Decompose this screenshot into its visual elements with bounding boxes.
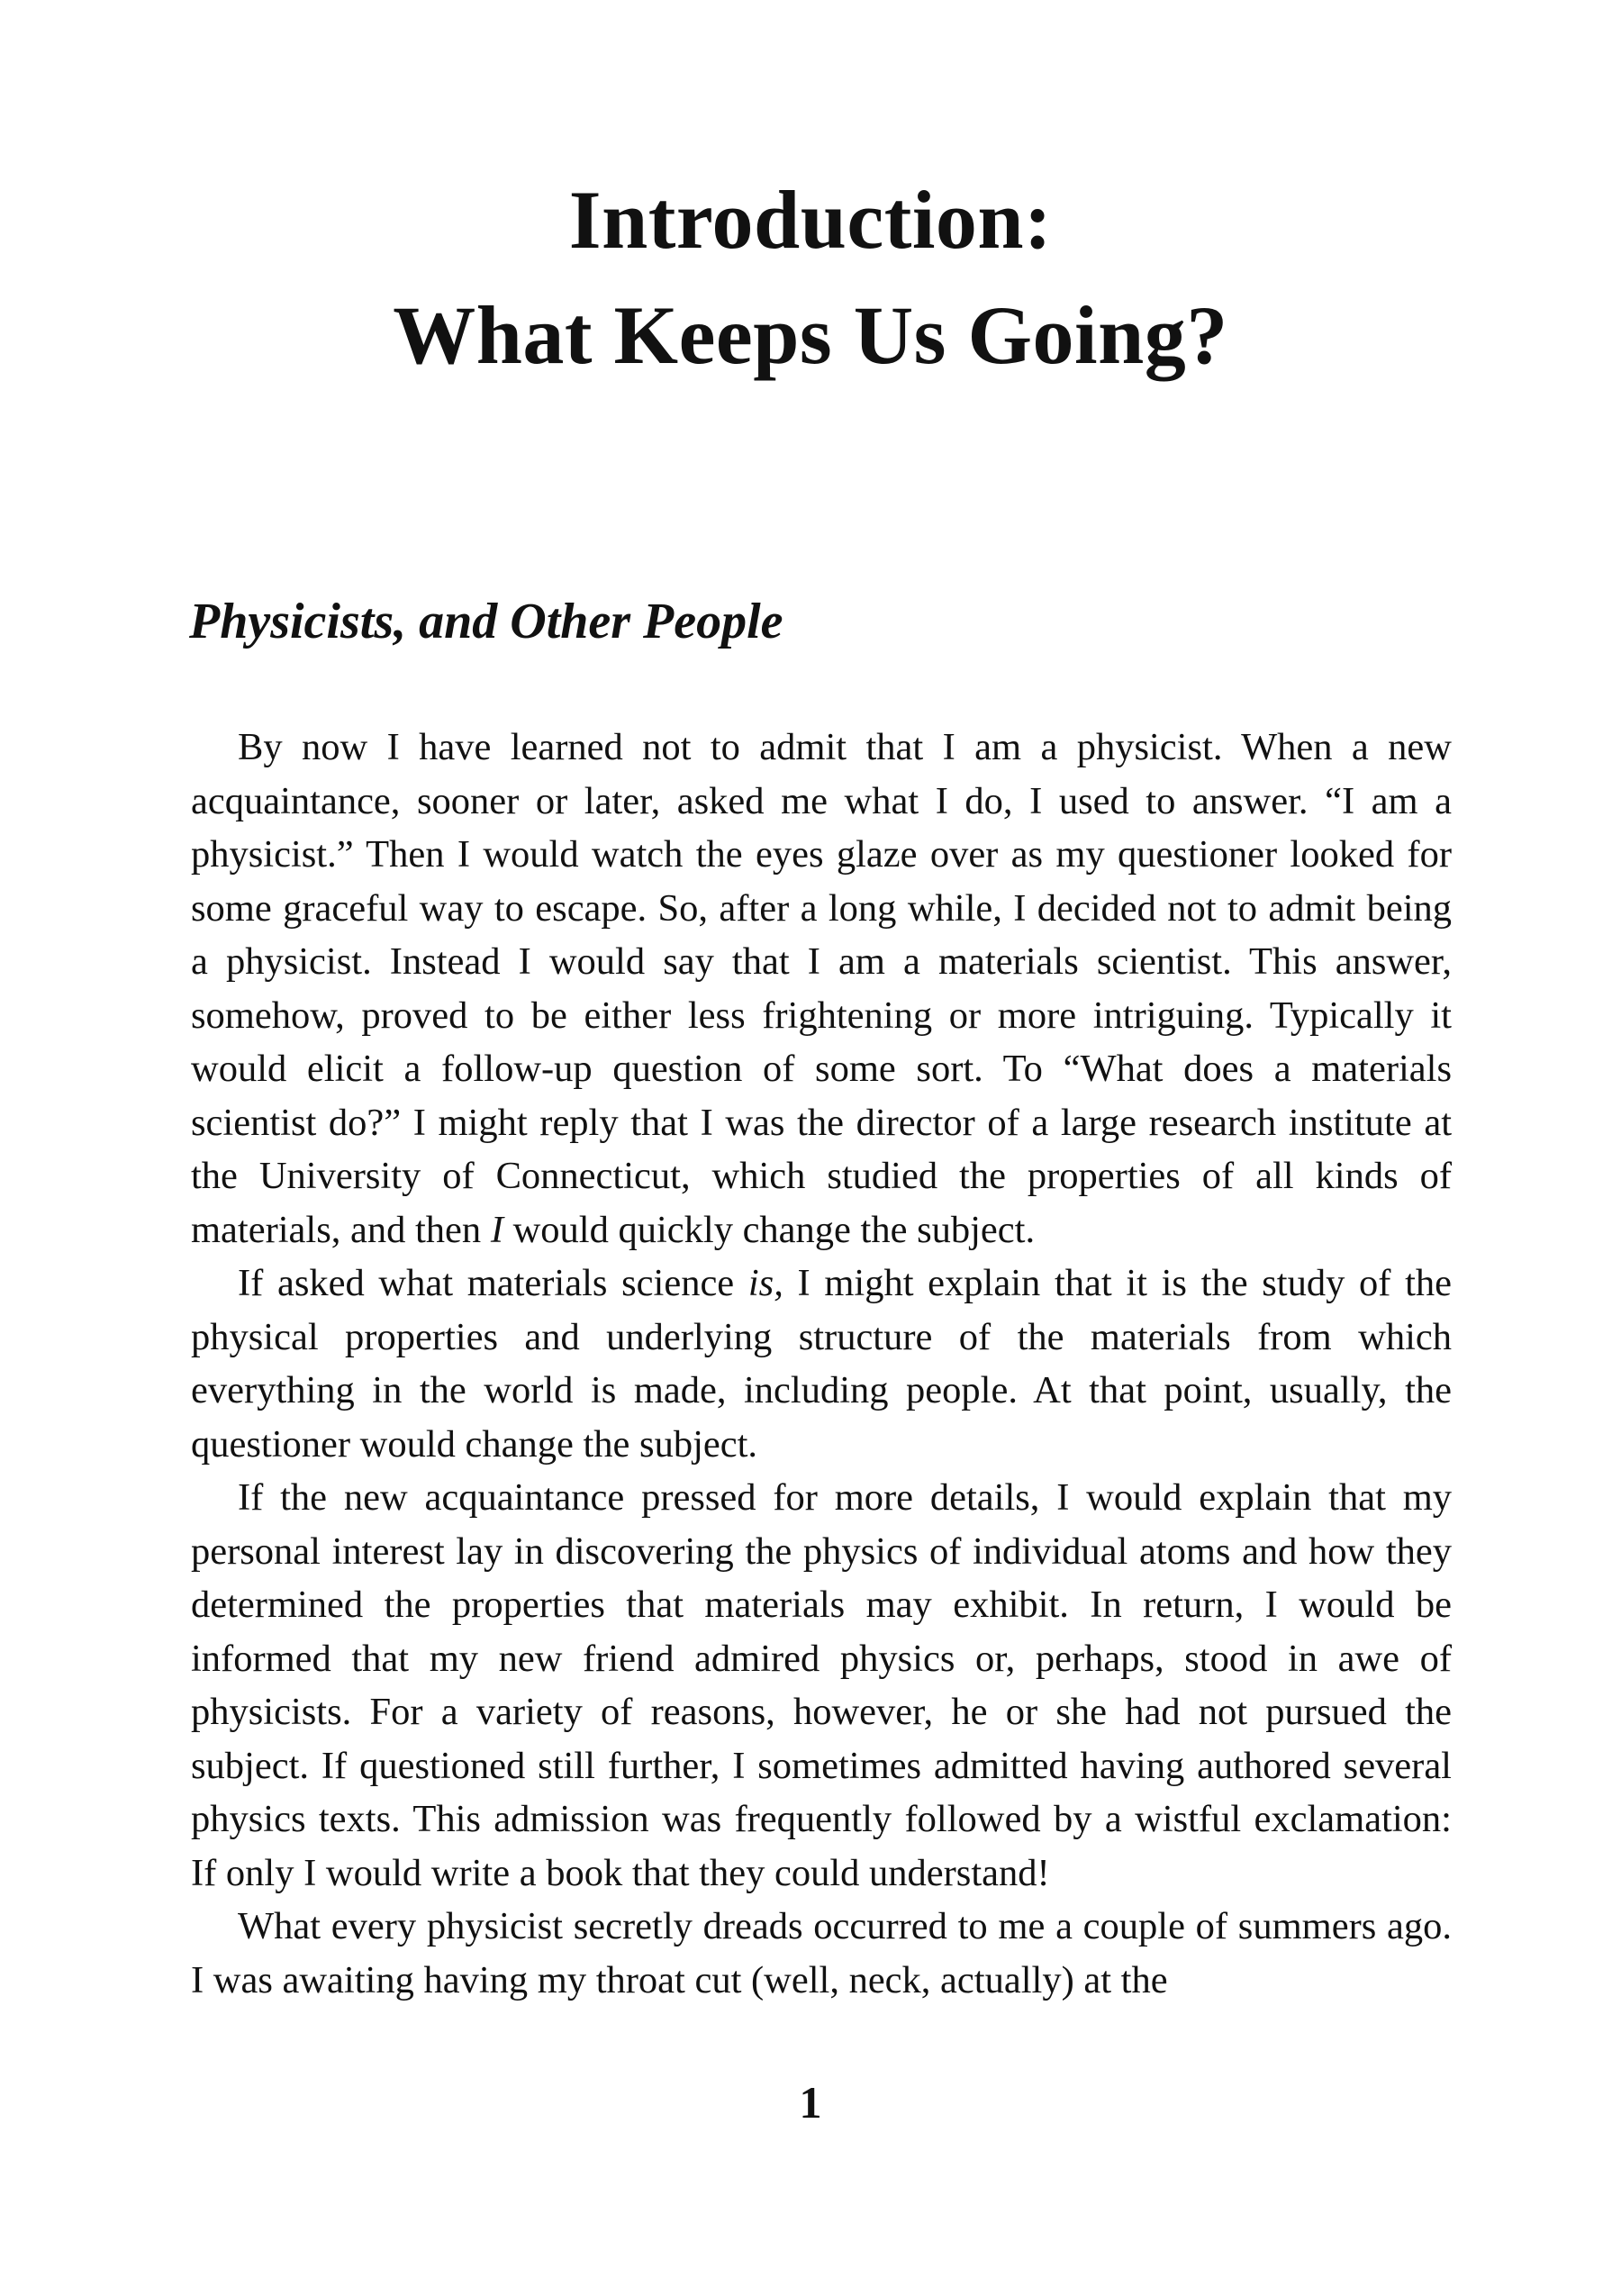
paragraph-2-text-b: I might explain that it is the study of the physical properties and underlying structure of the materials from which everything in the world is made, including people. At that point, usually, the questioner would change the subject.	[191, 1262, 1452, 1466]
paragraph-2-text-a: If asked what materials science	[238, 1262, 748, 1304]
body-text	[191, 721, 1452, 2007]
section-heading: Physicists, and Other People	[189, 594, 783, 649]
paragraph-1-emphasis: I	[490, 1208, 503, 1251]
paragraph-1	[191, 721, 1452, 1257]
paragraph-3: If the new acquaintance pressed for more details, I would explain that my personal interest lay in discovering the physics of individual atoms and how they determined the properties that materials may exhibit. In return, I would be informed that my new friend admired physics or, perhaps, stood in awe of physicists. For a variety of reasons, however, he or she had not pursued the subject. If questioned still further, I sometimes admitted having authored several physics texts. This admission was frequently followed by a wistful exclamation: If only I would write a book that they could understand!	[191, 1476, 1452, 1894]
paragraph-2-emphasis: is,	[747, 1262, 783, 1304]
paragraph-4: What every physicist secretly dreads occurred to me a couple of summers ago. I was awaiting having my throat cut (well, neck, actually) at the	[191, 1905, 1452, 2001]
chapter-title	[0, 162, 1621, 393]
chapter-title-line-1: Introduction:	[568, 174, 1053, 266]
paragraph-1-text-b: would quickly change the subject.	[503, 1208, 1036, 1251]
paragraph-2	[191, 1257, 1452, 1471]
paragraph-1-text-a: By now I have learned not to admit that I am a physicist. When a new acquaintance, sooner or later, asked me what I do, I used to answer. “I am a physicist.” Then I would watch the eyes glaze over as my questioner looked for some graceful way to escape. So, after a long while, I decided not to admit being a physicist. Instead I would say that I am a materials scientist. This answer, somehow, proved to be either less frightening or more intriguing. Typically it would elicit a follow-up question of some sort. To “What does a materials scientist do?” I might reply that I was the director of a large research institute at the University of Connecticut, which studied the properties of all kinds of materials, and then	[191, 726, 1452, 1251]
page-number: 1	[799, 2077, 822, 2128]
chapter-title-line-2: What Keeps Us Going?	[393, 289, 1228, 381]
